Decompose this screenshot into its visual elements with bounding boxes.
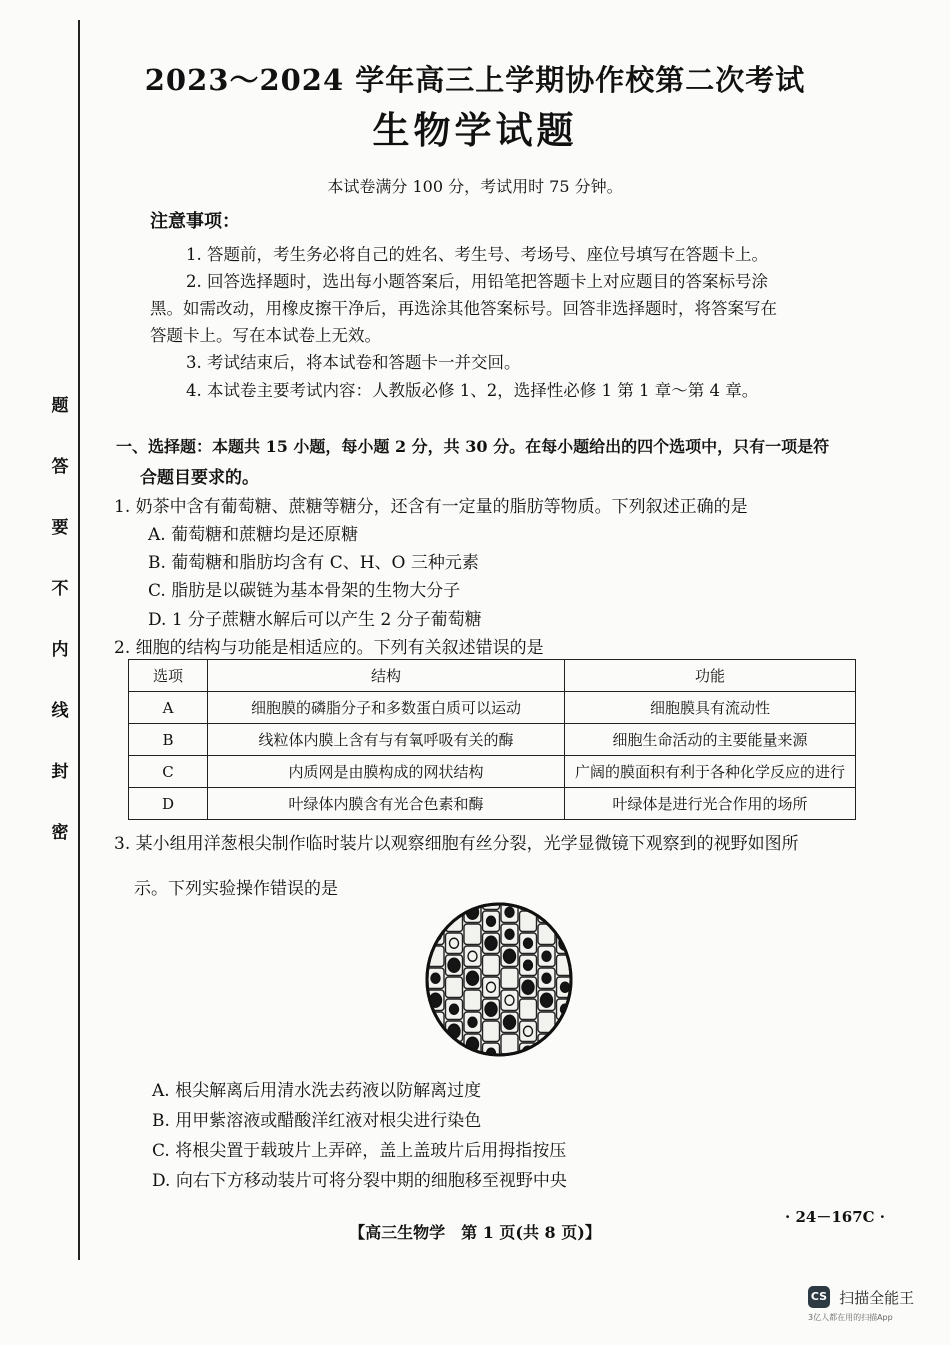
side-char: 封 [51,762,69,782]
cell [427,1056,444,1057]
cell-nucleus [504,1015,516,1029]
cell [446,1043,463,1057]
question-3-option-a: A. 根尖解离后用清水洗去药液以防解离过度 [152,1081,482,1101]
question-1-stem: 1. 奶茶中含有葡萄糖、蔗糖等糖分，还含有一定量的脂肪等物质。下列叙述正确的是 [114,497,748,517]
side-char: 题 [51,396,69,416]
notice-line: 黑。如需改动，用橡皮擦干净后，再选涂其他答案标号。回答非选择题时，将答案写在 [150,299,777,318]
table-cell: 叶绿体内膜含有光合色素和酶 [208,788,565,820]
question-2-table [128,659,856,820]
cell-nucleus [467,971,479,985]
cell-nucleus [542,973,551,983]
exam-title: 2023～2024 学年高三上学期协作校第二次考试 [144,63,806,97]
table-header-row [129,660,856,692]
table-row [129,724,856,756]
subject-title: 生物学试题 [372,108,578,152]
table-cell: 线粒体内膜上含有与有氧呼吸有关的酶 [208,724,565,756]
brand-name: 扫描全能王 [839,1288,915,1307]
table-cell: C [129,756,208,788]
cell-nucleus [485,936,497,950]
question-3-option-c: C. 将根尖置于载玻片上弄碎，盖上盖玻片后用拇指按压 [152,1141,567,1161]
question-3-stem: 3. 某小组用洋葱根尖制作临时装片以观察细胞有丝分裂，光学显微镜下观察到的视野如图所 [114,834,799,854]
exam-info: 本试卷满分 100 分，考试用时 75 分钟。 [327,177,623,196]
cell-nucleus [431,973,440,983]
table-cell: 细胞生命活动的主要能量来源 [565,724,856,756]
notice-line: 3. 考试结束后，将本试卷和答题卡一并交回。 [186,353,521,372]
side-char: 要 [51,518,69,538]
cell [427,902,444,923]
cell-nucleus [541,905,553,919]
binding-line [78,20,80,1260]
side-char: 内 [51,640,69,660]
table-row [129,692,856,724]
cell-nucleus [524,938,533,948]
page-footer: 【高三生物学 第 1 页(共 8 页)】 [349,1223,601,1242]
question-1-option-c: C. 脂肪是以碳链为基本骨架的生物大分子 [148,581,461,601]
cell-nucleus [448,958,460,972]
table-cell: 内质网是由膜构成的网状结构 [208,756,565,788]
cell-nucleus [524,960,533,970]
question-3-stem-cont: 示。下列实验操作错误的是 [134,879,338,899]
side-char: 不 [51,579,69,599]
notice-line: 4. 本试卷主要考试内容：人教版必修 1、2，选择性必修 1 第 1 章～第 4 章。 [186,381,759,400]
cell-nucleus [541,993,553,1007]
table-cell: D [129,788,208,820]
cell-nucleus [522,902,534,906]
section-heading: 一、选择题：本题共 15 小题，每小题 2 分，共 30 分。在每小题给出的四个选项中，只有一项是符 [116,437,830,456]
table-cell: A [129,692,208,724]
table-header: 功能 [565,660,856,692]
cell [446,902,463,910]
table-row [129,756,856,788]
cell [557,911,574,932]
notice-line: 1. 答题前，考生务必将自己的姓名、考生号、考场号、座位号填写在答题卡上。 [186,245,768,264]
table-header: 结构 [208,660,565,692]
table-cell: B [129,724,208,756]
cell-nucleus [522,980,534,994]
cell-nucleus [504,949,516,963]
cell-nucleus [559,1024,571,1038]
cell-nucleus [505,929,514,939]
cell [464,1056,481,1057]
cell-nucleus [431,1039,440,1049]
table-row [129,788,856,820]
cell [427,1034,444,1055]
table-cell: 细胞膜具有流动性 [565,692,856,724]
microscope-field-figure [425,902,573,1057]
table-header: 选项 [129,660,208,692]
side-char: 密 [51,823,69,843]
notice-line: 2. 回答选择题时，选出每小题答案后，用铅笔把答题卡上对应题目的答案标号涂 [186,272,768,291]
cell-nucleus [468,1017,477,1027]
cell-nucleus [542,951,551,961]
cell [557,1043,574,1057]
notice-heading: 注意事项： [150,211,240,232]
question-1-option-b: B. 葡萄糖和脂肪均含有 C、H、O 三种元素 [148,553,479,573]
paper-code: · 24－167C · [785,1208,886,1226]
cell-nucleus [485,1002,497,1016]
table-cell: 细胞膜的磷脂分子和多数蛋白质可以运动 [208,692,565,724]
cs-logo-icon: CS [808,1286,830,1308]
table-cell: 叶绿体是进行光合作用的场所 [565,788,856,820]
cell-nucleus [561,916,570,926]
cell-nucleus [561,982,570,992]
question-2-stem: 2. 细胞的结构与功能是相适应的。下列有关叙述错误的是 [114,638,544,658]
cell [557,902,574,910]
question-1-option-a: A. 葡萄糖和蔗糖均是还原糖 [148,525,359,545]
cell-nucleus [450,1004,459,1014]
question-3-option-d: D. 向右下方移动装片可将分裂中期的细胞移至视野中央 [152,1171,567,1191]
notice-line: 答题卡上。写在本试卷上无效。 [150,326,381,345]
brand-tagline: 3亿人都在用的扫描App [808,1313,893,1322]
cell-nucleus [487,916,496,926]
binding-margin-text [46,398,74,842]
side-char: 答 [51,457,69,477]
table-cell: 广阔的膜面积有利于各种化学反应的进行 [565,756,856,788]
scanner-watermark [808,1286,914,1323]
cell [538,1056,555,1057]
question-3-option-b: B. 用甲紫溶液或醋酸洋红液对根尖进行染色 [152,1111,482,1131]
cell-nucleus [431,907,440,917]
question-1-option-d: D. 1 分子蔗糖水解后可以产生 2 分子葡萄糖 [148,610,482,630]
side-char: 线 [51,701,69,721]
cell-nucleus [505,907,514,917]
section-heading-cont: 合题目要求的。 [140,468,259,488]
